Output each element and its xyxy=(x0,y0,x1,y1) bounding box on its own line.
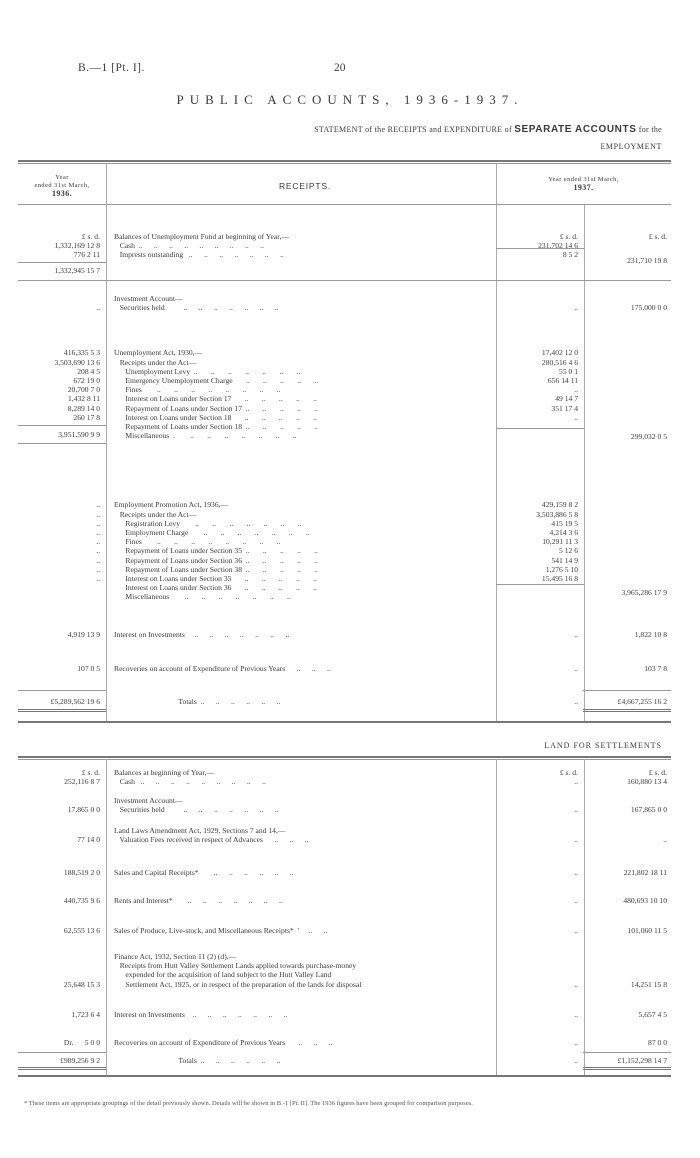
receipt-description: Interest on Investments .. .. .. .. .. .. .. xyxy=(114,630,290,639)
amount-1937-total: 101,060 11 5 xyxy=(627,926,667,935)
amount-1936: £ s. d. 1,332,169 12 8 776 2 11 xyxy=(54,232,100,260)
column-divider xyxy=(106,759,107,1075)
column-header-receipts: RECEIPTS. xyxy=(278,182,332,191)
receipt-description: Unemployment Act, 1930,— Receipts under the Act— Unemployment Levy .. .. .. .. .. .. .. Emergency Unemployment Charge .. .. .. .. .. Fines .. .. .. .. .. .. .. .. Interest on Loans under Section 17 .. .. .. .. .. Repayment of Loans under Section 17 .. .. .. .. .. Interest on Loans under Section 18 .. .. .. .. .. Repayment of Loans under Section 18 .. .. .. .. .. Miscellaneous . .. .. .. .. .. .. .. xyxy=(114,348,319,441)
subtotal-rule xyxy=(496,248,584,249)
amount-1936: 62,555 13 6 xyxy=(63,926,100,935)
amount-1937-detail: .. xyxy=(574,979,578,989)
subtotal-rule xyxy=(18,262,106,263)
amount-1937-total: 221,802 18 11 xyxy=(623,868,667,877)
amount-1937-detail: .. xyxy=(574,630,578,639)
subtotal-rule xyxy=(18,443,106,444)
amount-1937-detail: .. xyxy=(574,1010,578,1019)
subtotal-1936: 1,332,945 15 7 xyxy=(54,266,100,275)
amount-1936: 1,723 6 4 xyxy=(71,1010,100,1019)
amount-1936: £ s. d. 252,116 8 7 xyxy=(64,768,100,787)
page-title: PUBLIC ACCOUNTS, 1936-1937. xyxy=(176,92,524,107)
amount-1937-total: 175,000 0 0 xyxy=(630,303,667,313)
subtotal-rule xyxy=(18,425,106,426)
amount-1936: .. .. .. .. .. .. .. .. .. xyxy=(96,500,100,583)
receipt-description: Finance Act, 1932, Section 11 (2) (d),— Receipts from Hutt Valley Settlement Lands applied towards purchase-money expended for the acquisition of land subject to the Hutt Valley Land Settlement Act, 1925, or in respect of the preparation of the lands for disposal xyxy=(114,952,362,989)
amount-1937-detail: .. xyxy=(574,926,578,935)
subtotal-1936: 3,951,590 9 9 xyxy=(58,430,100,439)
table-rule xyxy=(18,204,671,205)
statement-prefix: STATEMENT of the RECEIPTS and EXPENDITURE of xyxy=(314,125,512,134)
totals-double-rule xyxy=(583,709,671,712)
column-header-1937: Year ended 31st March, 1937. xyxy=(548,176,619,192)
amount-1937-detail: £ s. d. 231,702 14 6 8 5 2 xyxy=(538,232,578,260)
table-rule xyxy=(18,1075,671,1077)
amount-1937-detail: £ s. d. .. xyxy=(559,768,578,787)
table-rule xyxy=(18,759,671,760)
amount-1937-detail: .. xyxy=(574,896,578,905)
amount-1937-detail: .. xyxy=(574,697,578,706)
statement-title xyxy=(314,124,662,135)
receipt-description: Investment Account— Securities held .. .. .. .. .. .. .. xyxy=(114,294,279,313)
amount-1937-total: 103 7 8 xyxy=(644,664,667,673)
receipt-description: Recoveries on account of Expenditure of Previous Years .. .. .. xyxy=(114,664,331,673)
amount-1937-detail: .. xyxy=(574,835,578,845)
amount-1936: 416,335 5 3 3,503,690 13 6 208 4 5 672 19 0 20,700 7 0 1,432 8 11 8,289 14 0 260 17 8 xyxy=(54,348,100,422)
receipt-description: Balances at beginning of Year,— Cash .. .. .. .. .. .. .. .. .. xyxy=(114,768,266,787)
table-rule xyxy=(18,163,671,164)
amount-1936: .. xyxy=(96,303,100,313)
table-rule xyxy=(18,721,671,723)
subtotal-rule xyxy=(496,428,584,429)
totals-label: Totals .. .. .. .. .. .. xyxy=(114,697,281,706)
amount-1937-detail: .. xyxy=(574,303,578,313)
amount-1936: 77 14 0 xyxy=(77,835,100,845)
amount-1937-detail: .. xyxy=(574,664,578,673)
statement-subtitle: EMPLOYMENT xyxy=(600,142,662,151)
amount-1936: 188,519 2 0 xyxy=(63,868,100,877)
totals-rule xyxy=(18,1052,106,1053)
column-header-1936: Year ended 31st March, 1936. xyxy=(34,174,90,198)
amount-1937-total: 167,865 0 0 xyxy=(630,805,667,815)
land-settlements-receipts-table xyxy=(18,756,671,1078)
amount-1936: 17,865 0 0 xyxy=(67,805,100,815)
statement-suffix: for the xyxy=(638,125,662,134)
receipt-description: Land Laws Amendment Act, 1929, Sections 7 and 14,— Valuation Fees received in respect of Advances .. .. .. xyxy=(114,826,309,845)
amount-1937-total: 14,251 15 8 xyxy=(630,979,667,989)
total-1936: £5,289,562 19 6 xyxy=(50,697,100,706)
subtotal-1937: 231,710 19 8 xyxy=(627,256,667,265)
column-divider xyxy=(584,204,585,723)
totals-double-rule xyxy=(583,1067,671,1070)
statement-bold: SEPARATE ACCOUNTS xyxy=(514,124,637,135)
subtotal-rule xyxy=(496,584,584,585)
page-number: 20 xyxy=(334,62,346,74)
totals-rule xyxy=(18,690,106,691)
totals-double-rule xyxy=(18,709,106,712)
amount-1937-detail: 429,159 8 2 3,503,886 5 8 415 19 5 4,214 3 6 10,291 11 3 5 12 6 541 14 9 1,276 5 10 15,495 16 8 xyxy=(536,500,578,583)
amount-1936: Dr. 5 0 0 xyxy=(63,1038,100,1047)
document-reference: B.—1 [Pt. I]. xyxy=(78,62,145,74)
amount-1936: 440,735 9 6 xyxy=(63,896,100,905)
totals-double-rule xyxy=(18,1067,106,1070)
amount-1936: 25,648 15 3 xyxy=(63,979,100,989)
table-rule xyxy=(18,280,671,281)
column-divider xyxy=(106,163,107,723)
amount-1937-total: 87 0 0 xyxy=(648,1038,667,1047)
amount-1937-total: £ s. d. xyxy=(648,232,667,241)
receipt-description: Employment Promotion Act, 1936,— Receipts under the Act— Registration Levy .. .. .. .. .. .. .. Employment Charge .. .. .. .. .. .. .. Fines .. .. .. .. .. .. .. .. Repayment of Loans under Section 35 .. .. .. .. .. Repayment of Loans under Section 36 .. .. .. .. .. Repayment of Loans under Section 38 .. .. .. .. .. Interest on Loans under Section 35 .. .. .. .. .. Interest on Loans under Section 36 .. .. .. .. .. Miscellaneous .. .. .. .. .. .. .. xyxy=(114,500,318,602)
amount-1937-total: 480,693 10 10 xyxy=(623,896,667,905)
amount-1937-total: 1,822 10 8 xyxy=(634,630,667,639)
receipt-description: Investment Account— Securities held .. .. .. .. .. .. .. xyxy=(114,796,279,815)
amount-1937-total: 5,657 4 5 xyxy=(638,1010,667,1019)
totals-rule xyxy=(583,690,671,691)
receipt-description: Sales of Produce, Live-stock, and Miscellaneous Receipts* ' .. .. xyxy=(114,926,328,935)
receipt-description: Rents and Interest* .. .. .. .. .. .. .. xyxy=(114,896,283,905)
receipt-description: Interest on Investments .. .. .. .. .. .. .. xyxy=(114,1010,288,1019)
section-title-land-settlements: LAND FOR SETTLEMENTS xyxy=(544,741,662,750)
totals-rule xyxy=(583,1052,671,1053)
amount-1937-detail: .. xyxy=(574,1056,578,1065)
total-1937: £1,152,298 14 7 xyxy=(617,1056,667,1065)
totals-label: Totals .. .. .. .. .. .. xyxy=(114,1056,281,1065)
amount-1936: 4,919 13 9 xyxy=(67,630,100,639)
amount-1937-total: £ s. d. 160,880 13 4 xyxy=(627,768,667,787)
receipt-description: Sales and Capital Receipts* .. .. .. .. .. .. xyxy=(114,868,294,877)
amount-1936: 107 0 5 xyxy=(77,664,100,673)
table-rule xyxy=(18,160,671,162)
receipt-description: Recoveries on account of Expenditure of Previous Years .. .. .. xyxy=(114,1038,333,1047)
footnote: * These items are appropriate groupings of the detail previously shown. Details will be shown in B.-1 [Pt. II]. The 1936 figures have been grouped for comparison purposes. xyxy=(24,1100,473,1107)
amount-1937-detail: .. xyxy=(574,1038,578,1047)
total-1936: £989,256 9 2 xyxy=(60,1056,100,1065)
table-rule xyxy=(18,756,671,758)
amount-1937-detail: .. xyxy=(574,805,578,815)
amount-1937-detail: 17,402 12 0 280,516 4 6 55 0 1 656 14 11 .. 49 14 7 351 17 4 .. xyxy=(541,348,578,422)
subtotal-1937: 299,032 0 5 xyxy=(630,432,667,441)
amount-1937-total: .. xyxy=(663,835,667,845)
receipt-description: Balances of Unemployment Fund at beginning of Year,— Cash .. .. .. .. .. .. .. .. .. Imprests outstanding .. .. .. .. .. .. .. xyxy=(114,232,289,260)
employment-receipts-table xyxy=(18,160,671,725)
subtotal-1937: 3,965,286 17 9 xyxy=(621,588,667,597)
total-1937: £4,667,255 16 2 xyxy=(617,697,667,706)
amount-1937-detail: .. xyxy=(574,868,578,877)
